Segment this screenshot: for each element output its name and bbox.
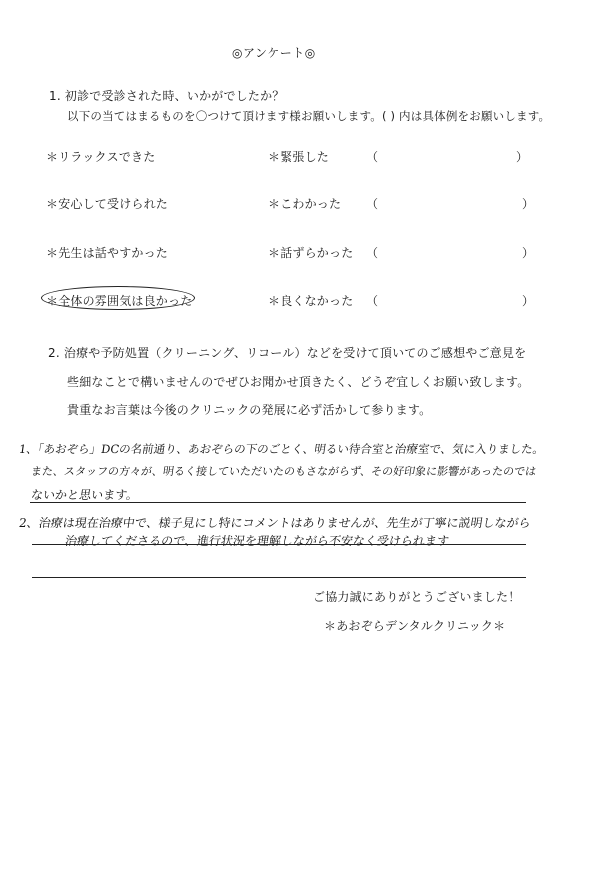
option-scared: ＊こわかった	[268, 197, 342, 211]
option-not-good: ＊良くなかった	[268, 294, 354, 308]
option-easy-to-talk: ＊先生は話やすかった	[46, 246, 169, 260]
option-at-ease: ＊安心して受けられた	[46, 197, 169, 211]
question-2-heading: 2. 治療や予防処置（クリーニング、リコール）などを受けて頂いてのご感想やご意見を	[48, 346, 527, 360]
option-hard-to-talk: ＊話ずらかった	[268, 246, 354, 260]
answer-1-line-3: ないかと思います。	[30, 488, 140, 502]
page-title: ◎アンケート◎	[232, 46, 316, 60]
option-nervous-close-paren: ）	[516, 150, 529, 164]
option-scared-open-paren: （	[366, 197, 379, 211]
answer-line-3	[32, 577, 526, 578]
answer-line-1	[30, 502, 526, 503]
option-hard-to-talk-open-paren: （	[366, 246, 379, 260]
option-relaxed: ＊リラックスできた	[46, 150, 156, 164]
option-hard-to-talk-close-paren: ）	[522, 246, 535, 260]
question-1-instruction: 以下の当てはまるものを〇つけて頂けます様お願いします。( ) 内は具体例をお願いします。	[67, 109, 551, 123]
question-2-line-2: 些細なことで構いませんのでぜひお聞かせ頂きたく、どうぞ宜しくお願い致します。	[67, 375, 530, 389]
answer-2-line-2: 治療してくださるので、進行状況を理解しながら不安なく受けられます	[64, 534, 450, 548]
thanks-message: ご協力誠にありがとうございました！	[313, 590, 521, 604]
option-nervous-open-paren: （	[366, 150, 379, 164]
option-not-good-open-paren: （	[366, 294, 379, 308]
option-scared-close-paren: ）	[522, 197, 535, 211]
question-2-line-3: 貴重なお言葉は今後のクリニックの発展に必ず活かして参ります。	[67, 403, 432, 417]
clinic-name: ＊あおぞらデンタルクリニック＊	[324, 619, 506, 633]
answer-2-line-1: 2、治療は現在治療中で、様子見にし特にコメントはありませんが、先生が丁寧に説明しながら	[18, 516, 532, 530]
option-not-good-close-paren: ）	[522, 294, 535, 308]
answer-line-2	[32, 544, 526, 545]
question-1-heading: 1. 初診で受診された時、いかがでしたか？	[49, 89, 285, 103]
answer-1-line-2: また、スタッフの方々が、明るく接していただいたのもさながらず、その好印象に影響があったのでは	[30, 465, 537, 478]
option-nervous: ＊緊張した	[268, 150, 330, 164]
option-good-atmosphere: ＊全体の雰囲気は良かった	[46, 294, 193, 308]
answer-1-line-1: 1、「あおぞら」DCの名前通り、あおぞらの下のごとく、明るい待合室と治療室で、気に入りました。	[18, 442, 546, 456]
